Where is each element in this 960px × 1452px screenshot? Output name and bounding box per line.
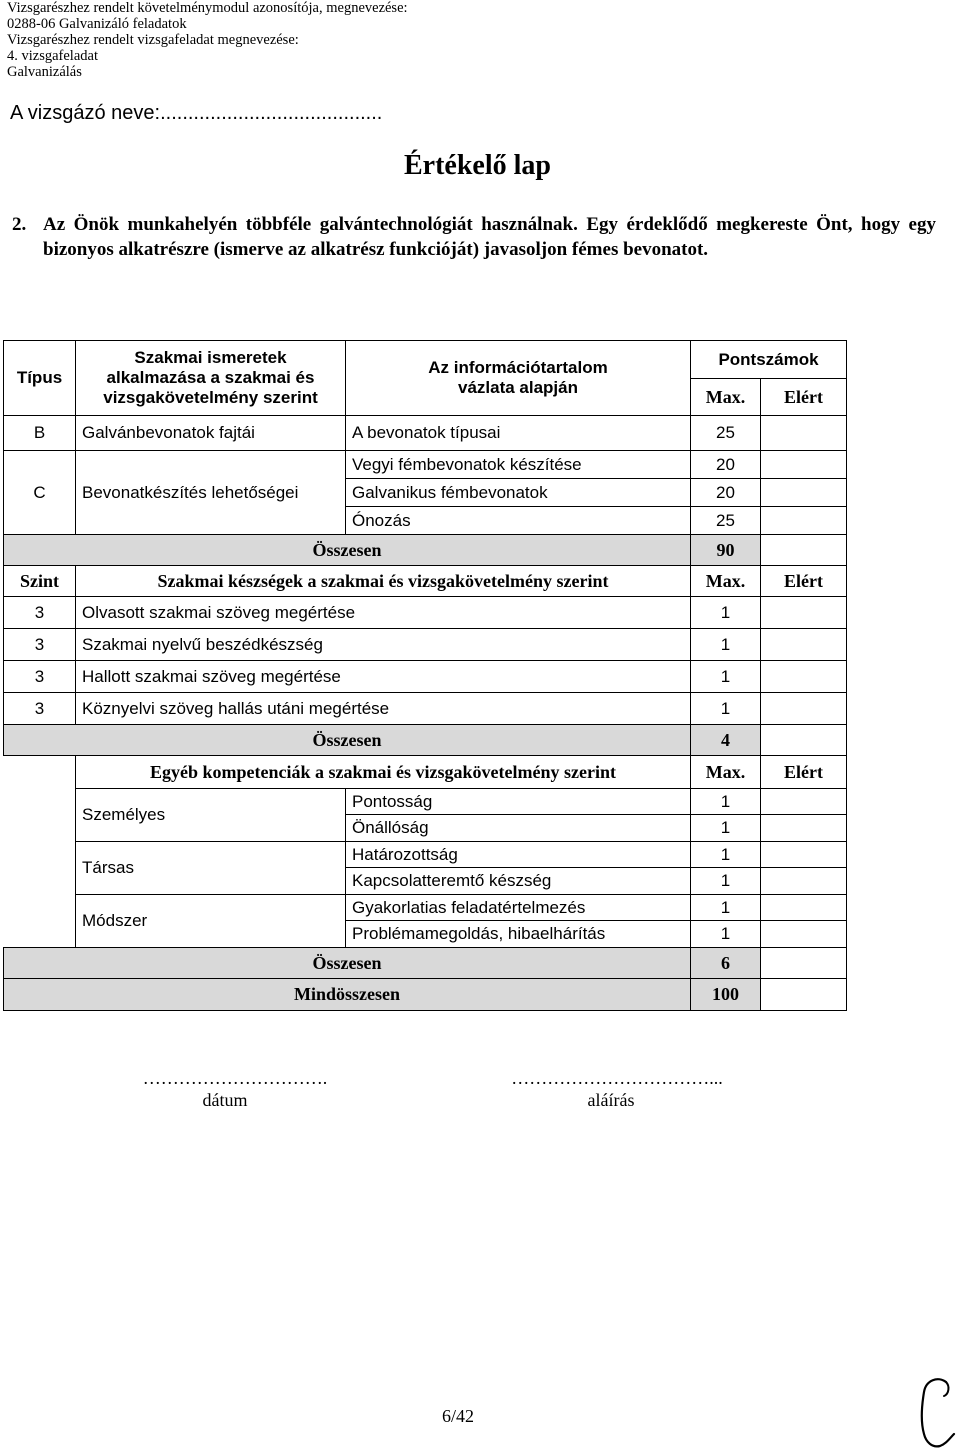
table-row — [4, 597, 847, 629]
row-max: 1 — [691, 789, 761, 815]
col-header-max: Max. — [691, 379, 761, 416]
row-achieved — [761, 693, 847, 725]
signature-label: aláírás — [587, 1090, 635, 1110]
row-skill: Hallott szakmai szöveg megértése — [76, 661, 691, 693]
row-level: 3 — [4, 597, 76, 629]
task-number: 2. — [12, 214, 27, 235]
row-topic: Galvánbevonatok fajtái — [76, 416, 346, 451]
row-achieved — [761, 629, 847, 661]
grand-total-row — [4, 979, 847, 1011]
competency-group: Módszer — [76, 895, 346, 948]
row-skill: Szakmai nyelvű beszédkészség — [76, 629, 691, 661]
subtotal-label: Összesen — [4, 948, 691, 979]
subtotal-achieved — [761, 725, 847, 756]
skills-title: Szakmai készségek a szakmai és vizsgakövetelmény szerint — [76, 566, 691, 597]
evaluation-table — [3, 340, 847, 1011]
header-line-task-label: Vizsgarészhez rendelt vizsgafeladat megnevezése: — [7, 32, 299, 48]
col-header-achieved: Elért — [761, 379, 847, 416]
subtotal-achieved — [761, 535, 847, 566]
competency-item: Határozottság — [346, 842, 691, 868]
subtotal-label: Összesen — [4, 535, 691, 566]
grand-total-achieved — [761, 979, 847, 1011]
row-achieved — [761, 479, 847, 507]
subtotal-label: Összesen — [4, 725, 691, 756]
col-header-level: Szint — [4, 566, 76, 597]
row-max: 20 — [691, 479, 761, 507]
row-max: 1 — [691, 921, 761, 948]
date-dotted-line: …………………………. — [142, 1068, 328, 1088]
row-max: 20 — [691, 451, 761, 479]
row-type: C — [4, 451, 76, 535]
subtotal-value: 6 — [691, 948, 761, 979]
row-achieved — [761, 451, 847, 479]
subtotal-row — [4, 948, 847, 979]
row-achieved — [761, 661, 847, 693]
skills-header-row — [4, 566, 847, 597]
row-level: 3 — [4, 629, 76, 661]
competency-item: Gyakorlatias feladatértelmezés — [346, 895, 691, 921]
row-skill: Köznyelvi szöveg hallás utáni megértése — [76, 693, 691, 725]
row-item: Ónozás — [346, 507, 691, 535]
page-title: Értékelő lap — [404, 150, 551, 181]
task-statement — [12, 212, 936, 262]
row-achieved — [761, 597, 847, 629]
handwritten-initial-mark — [916, 1376, 958, 1450]
table-row — [4, 629, 847, 661]
table-row — [4, 789, 847, 815]
row-achieved — [761, 842, 847, 868]
row-level: 3 — [4, 693, 76, 725]
row-max: 1 — [691, 815, 761, 842]
header-line-task-number: 4. vizsgafeladat — [7, 48, 98, 64]
row-achieved — [761, 789, 847, 815]
header-line-module-label: Vizsgarészhez rendelt követelménymodul azonosítója, megnevezése: — [7, 0, 408, 16]
signature-dotted-line: ……………………………... — [511, 1068, 723, 1088]
subtotal-row — [4, 725, 847, 756]
competencies-achieved-header: Elért — [761, 756, 847, 789]
row-max: 25 — [691, 507, 761, 535]
row-max: 1 — [691, 693, 761, 725]
blank-column — [4, 756, 76, 948]
header-line-module: 0288-06 Galvanizáló feladatok — [7, 16, 187, 32]
competency-item: Önállóság — [346, 815, 691, 842]
table-row — [4, 416, 847, 451]
grand-total-label: Mindösszesen — [4, 979, 691, 1011]
table-row — [4, 842, 847, 868]
row-achieved — [761, 921, 847, 948]
competencies-max-header: Max. — [691, 756, 761, 789]
table-row — [4, 451, 847, 479]
table-row — [4, 661, 847, 693]
competency-item: Problémamegoldás, hibaelhárítás — [346, 921, 691, 948]
row-item: Galvanikus fémbevonatok — [346, 479, 691, 507]
row-max: 1 — [691, 895, 761, 921]
grand-total-value: 100 — [691, 979, 761, 1011]
table-row — [4, 895, 847, 921]
row-max: 1 — [691, 597, 761, 629]
page-number: 6/42 — [441, 1406, 474, 1426]
row-max: 1 — [691, 842, 761, 868]
competency-group: Társas — [76, 842, 346, 895]
row-achieved — [761, 895, 847, 921]
row-achieved — [761, 815, 847, 842]
competencies-header-row — [4, 756, 847, 789]
competency-item: Kapcsolatteremtő készség — [346, 868, 691, 895]
skills-achieved-header: Elért — [761, 566, 847, 597]
col-header-type: Típus — [4, 341, 76, 416]
row-item: Vegyi fémbevonatok készítése — [346, 451, 691, 479]
row-type: B — [4, 416, 76, 451]
row-achieved — [761, 416, 847, 451]
document-header — [7, 0, 408, 80]
col-header-knowledge: Szakmai ismeretek alkalmazása a szakmai és vizsgakövetelmény szerint — [76, 341, 346, 416]
task-text: Az Önök munkahelyén többféle galvántechnológiát használnak. Egy érdeklődő megkereste Önt, hogy egy bizonyos alkatrészre (ismerve az alkatrész funkcióját) javasoljon fémes bevonatot. — [43, 214, 936, 260]
subtotal-achieved — [761, 948, 847, 979]
row-max: 1 — [691, 661, 761, 693]
row-skill: Olvasott szakmai szöveg megértése — [76, 597, 691, 629]
candidate-name-line: A vizsgázó neve:........................................ — [10, 102, 383, 124]
col-header-points: Pontszámok — [691, 341, 847, 379]
competency-item: Pontosság — [346, 789, 691, 815]
subtotal-row — [4, 535, 847, 566]
subtotal-value: 90 — [691, 535, 761, 566]
col-header-info: Az információtartalom vázlata alapján — [346, 341, 691, 416]
row-topic: Bevonatkészítés lehetőségei — [76, 451, 346, 535]
row-max: 1 — [691, 629, 761, 661]
row-level: 3 — [4, 661, 76, 693]
skills-max-header: Max. — [691, 566, 761, 597]
table-row — [4, 693, 847, 725]
subtotal-value: 4 — [691, 725, 761, 756]
row-achieved — [761, 507, 847, 535]
date-label: dátum — [202, 1090, 248, 1110]
header-line-task-name: Galvanizálás — [7, 64, 82, 80]
competencies-title: Egyéb kompetenciák a szakmai és vizsgakövetelmény szerint — [76, 756, 691, 789]
row-max: 25 — [691, 416, 761, 451]
competency-group: Személyes — [76, 789, 346, 842]
row-max: 1 — [691, 868, 761, 895]
row-achieved — [761, 868, 847, 895]
row-item: A bevonatok típusai — [346, 416, 691, 451]
